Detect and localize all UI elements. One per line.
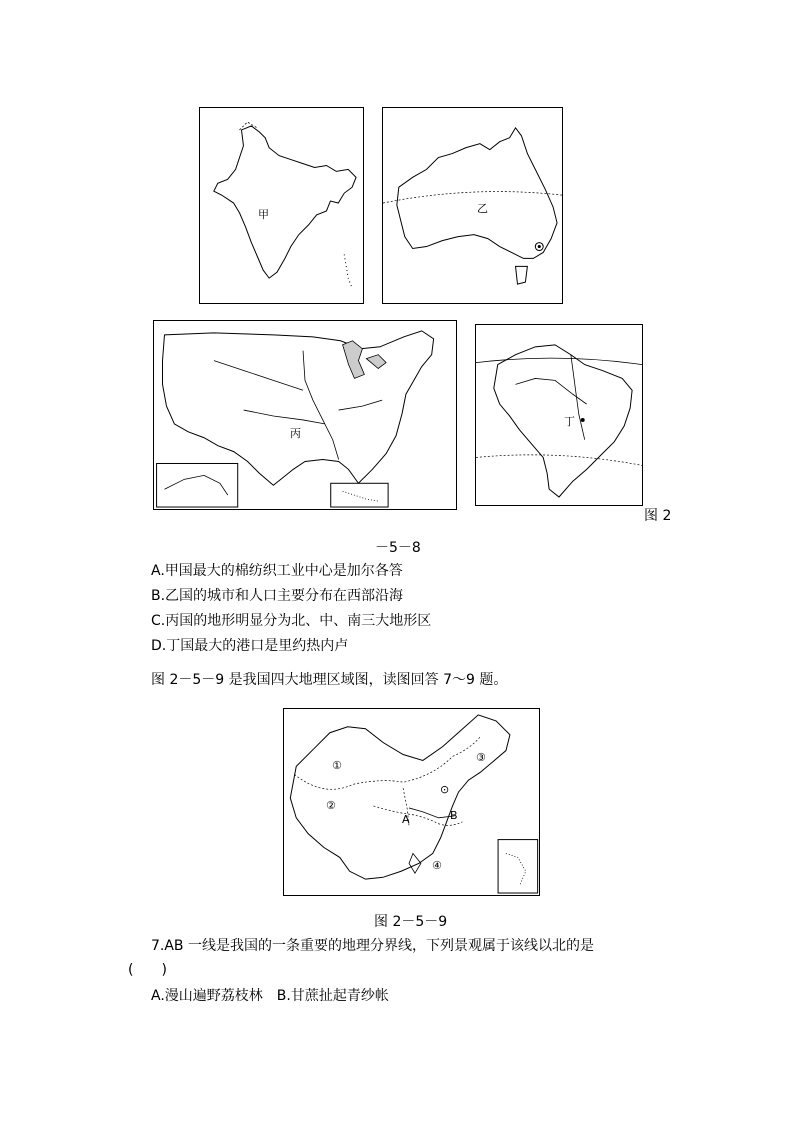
figure-2-5-8-caption-part2: －5－8 (375, 540, 421, 556)
india-outline (200, 108, 363, 303)
india-map (199, 107, 364, 304)
brazil-label: 丁 (564, 415, 575, 428)
china-point-a: A (402, 813, 410, 826)
india-label: 甲 (258, 208, 269, 221)
option-d: D.丁国最大的港口是里约热内卢 (151, 638, 349, 654)
option-c: C.丙国的地形明显分为北、中、南三大地形区 (151, 613, 432, 629)
usa-map (153, 320, 457, 510)
question-7-stem: 7.AB 一线是我国的一条重要的地理分界线，下列景观属于该线以北的是 (151, 938, 594, 954)
usa-outline (154, 321, 456, 509)
option-a: A.甲国最大的棉纺织工业中心是加尔各答 (151, 563, 403, 579)
china-region-2: ② (326, 799, 336, 812)
question-7-bracket: ( ) (128, 962, 167, 978)
question-7-options: A.漫山遍野荔枝林 B.甘蔗扯起青纱帐 (151, 988, 389, 1004)
figure-2-5-8-caption-part1: 图 2 (644, 508, 672, 524)
china-point-b: B (450, 809, 458, 822)
australia-label: 乙 (477, 202, 488, 215)
usa-label: 丙 (290, 427, 301, 440)
china-region-1: ① (332, 759, 342, 772)
china-map (283, 708, 540, 896)
brazil-outline (476, 325, 642, 505)
australia-map (382, 107, 563, 304)
brazil-map (475, 324, 643, 506)
china-capital-marker: ⊙ (440, 783, 450, 796)
figure-2-5-9-caption: 图 2－5－9 (374, 914, 448, 930)
australia-outline (383, 108, 562, 303)
china-region-3: ③ (476, 751, 486, 764)
china-region-4: ④ (432, 859, 442, 872)
china-outline (284, 709, 539, 895)
option-b: B.乙国的城市和人口主要分布在西部沿海 (151, 588, 404, 604)
intro-text: 图 2－5－9 是我国四大地理区域图，读图回答 7～9 题。 (151, 672, 508, 688)
